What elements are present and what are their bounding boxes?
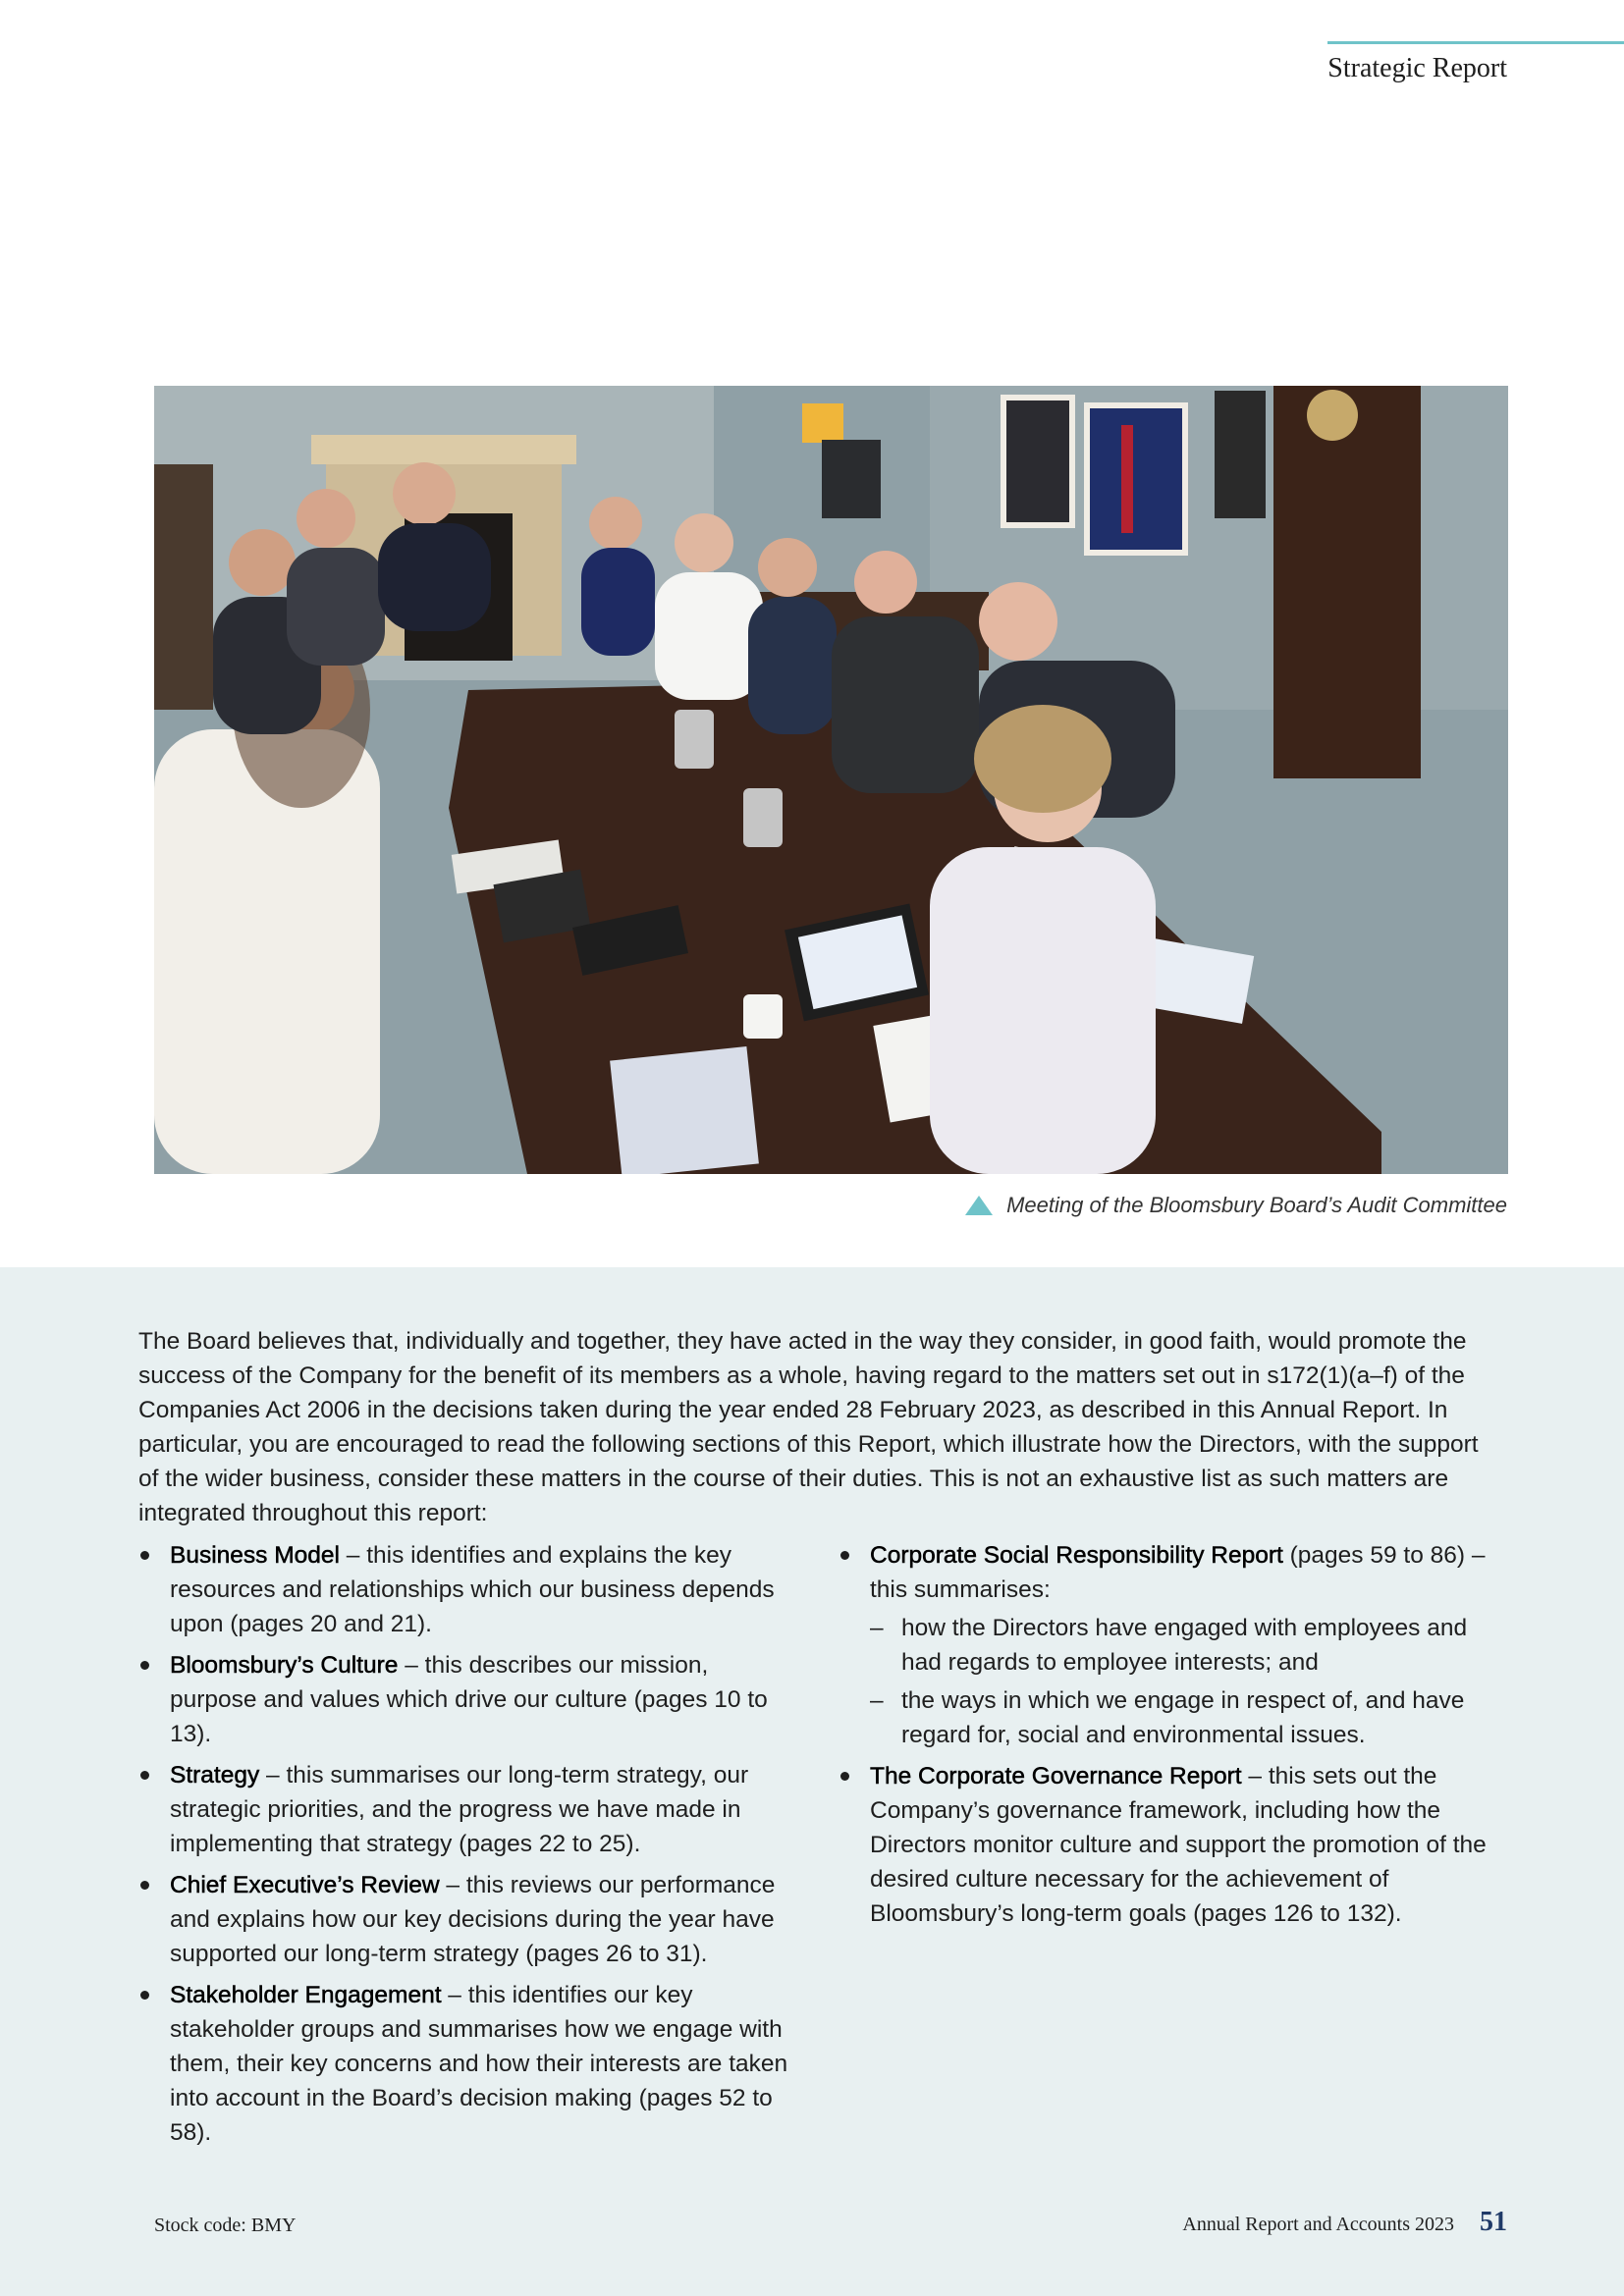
- section-label: Strategic Report: [1327, 53, 1507, 83]
- list-item: Stakeholder Engagement – this identifies our key stakeholder groups and summarises how we engage with them, their key concerns and how their interests are taken into account in the Board’s decision making (pages 52 to 58).: [138, 1978, 796, 2150]
- list-item-governance: The Corporate Governance Report – this sets out the Company’s governance framework, including how the Directors monitor culture and support the promotion of the desired culture necessary for the achievement of Bloomsbury’s long-term goals (pages 126 to 132).: [839, 1759, 1506, 1931]
- intro-paragraph: The Board believes that, individually and together, they have acted in the way they consider, in good faith, would promote the success of the Company for the benefit of its members as a whole, having regard to the matters set out in s172(1)(a–f) of the Companies Act 2006 in the decisions taken during the year ended 28 February 2023, as described in this Annual Report. In particular, you are encouraged to read the following sections of this Report, which illustrate how the Directors, with the support of the wider business, consider these matters in the course of their duties. This is not an exhaustive list as such matters are integrated throughout this report:: [138, 1328, 1479, 1526]
- page-number: 51: [1480, 2207, 1507, 2237]
- board-meeting-photo: [154, 386, 1508, 1174]
- right-column-list: [839, 1538, 1506, 1938]
- list-item: Strategy – this summarises our long-term strategy, our strategic priorities, and the progress we have made in implementing that strategy (pages 22 to 25).: [138, 1758, 796, 1861]
- sub-list-item: – the ways in which we engage in respect of, and have regard for, social and environmental issues.: [870, 1683, 1506, 1752]
- csr-sublist: [870, 1611, 1506, 1752]
- list-item: Chief Executive’s Review – this reviews our performance and explains how our key decisions during the year have supported our long-term strategy (pages 26 to 31).: [138, 1868, 796, 1971]
- footer-right: [1182, 2207, 1507, 2238]
- list-item-csr: Corporate Social Responsibility Report (pages 59 to 86) – this summarises: – how the Directors have engaged with employees and had regards to employee interests; and – the ways in which we engage in respect of, and have regard for, social and environmental issues.: [839, 1538, 1506, 1752]
- stock-code: Stock code: BMY: [154, 2215, 297, 2236]
- header-rule: [1327, 41, 1624, 44]
- photo-caption: [965, 1193, 1507, 1218]
- left-column-list: [138, 1538, 796, 2157]
- sub-list-item: – how the Directors have engaged with employees and had regards to employee interests; and: [870, 1611, 1506, 1680]
- list-item: Business Model – this identifies and explains the key resources and relationships which our business depends upon (pages 20 and 21).: [138, 1538, 796, 1641]
- caption-text: Meeting of the Bloomsbury Board’s Audit Committee: [1006, 1193, 1507, 1217]
- list-item: Bloomsbury’s Culture – this describes our mission, purpose and values which drive our culture (pages 10 to 13).: [138, 1648, 796, 1751]
- triangle-icon: [965, 1196, 993, 1215]
- report-title: Annual Report and Accounts 2023: [1182, 2214, 1454, 2235]
